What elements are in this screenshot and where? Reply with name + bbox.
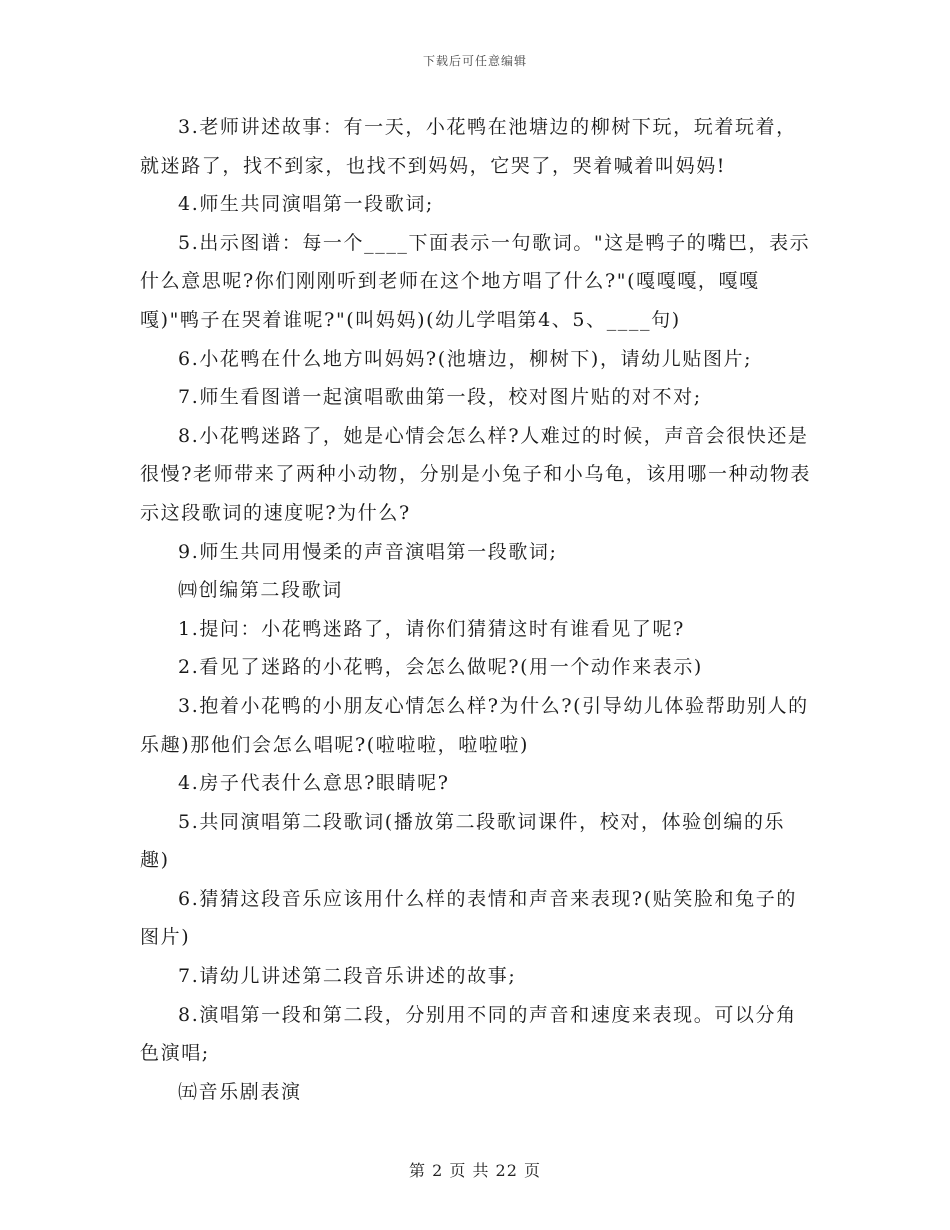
paragraph-step-5: 5.出示图谱：每一个____下面表示一句歌词。"这是鸭子的嘴巴，表示什么意思呢?你们刚刚听到老师在这个地方唱了什么?"(嘎嘎嘎，嘎嘎嘎)"鸭子在哭着谁呢?"(叫妈妈)(幼儿学唱第4、5、____句) xyxy=(140,231,811,331)
paragraph-sub-6: 6.猜猜这段音乐应该用什么样的表情和声音来表现?(贴笑脸和兔子的图片) xyxy=(140,887,797,949)
paragraph-sub-1: 1.提问：小花鸭迷路了，请你们猜猜这时有谁看见了呢? xyxy=(178,617,685,640)
section-heading-4: ㈣创编第二段歌词 xyxy=(178,579,343,602)
paragraph-step-9: 9.师生共同用慢柔的声音演唱第一段歌词; xyxy=(178,540,558,563)
page-number: 第 2 页 共 22 页 xyxy=(409,1161,541,1180)
paragraph-sub-4: 4.房子代表什么意思?眼睛呢? xyxy=(178,772,450,795)
paragraph-sub-8: 8.演唱第一段和第二段，分别用不同的声音和速度来表现。可以分角色演唱; xyxy=(140,1003,797,1065)
paragraph-sub-7: 7.请幼儿讲述第二段音乐讲述的故事; xyxy=(178,965,517,988)
paragraph-sub-5: 5.共同演唱第二段歌词(播放第二段歌词课件，校对，体验创编的乐趣) xyxy=(140,810,786,872)
paragraph-step-3-story: 3.老师讲述故事：有一天，小花鸭在池塘边的柳树下玩，玩着玩着，就迷路了，找不到家，也找不到妈妈，它哭了，哭着喊着叫妈妈! xyxy=(140,116,797,177)
paragraph-step-4: 4.师生共同演唱第一段歌词; xyxy=(178,193,434,216)
paragraph-sub-3: 3.抱着小花鸭的小朋友心情怎么样?为什么?(引导幼儿体验帮助别人的乐趣)那他们会怎么唱呢?(啦啦啦，啦啦啦) xyxy=(140,694,809,756)
document-body xyxy=(140,108,812,1111)
page-header: 下载后可任意编辑 xyxy=(422,54,527,68)
section-heading-5: ㈤音乐剧表演 xyxy=(178,1080,302,1103)
paragraph-step-7: 7.师生看图谱一起演唱歌曲第一段，校对图片贴的对不对; xyxy=(178,386,702,409)
paragraph-sub-2: 2.看见了迷路的小花鸭，会怎么做呢?(用一个动作来表示) xyxy=(178,656,703,679)
paragraph-step-6: 6.小花鸭在什么地方叫妈妈?(池塘边，柳树下)，请幼儿贴图片; xyxy=(178,347,753,370)
paragraph-step-8: 8.小花鸭迷路了，她是心情会怎么样?人难过的时候，声音会很快还是很慢?老师带来了两种小动物，分别是小兔子和小乌龟，该用哪一种动物表示这段歌词的速度呢?为什么? xyxy=(140,424,811,524)
